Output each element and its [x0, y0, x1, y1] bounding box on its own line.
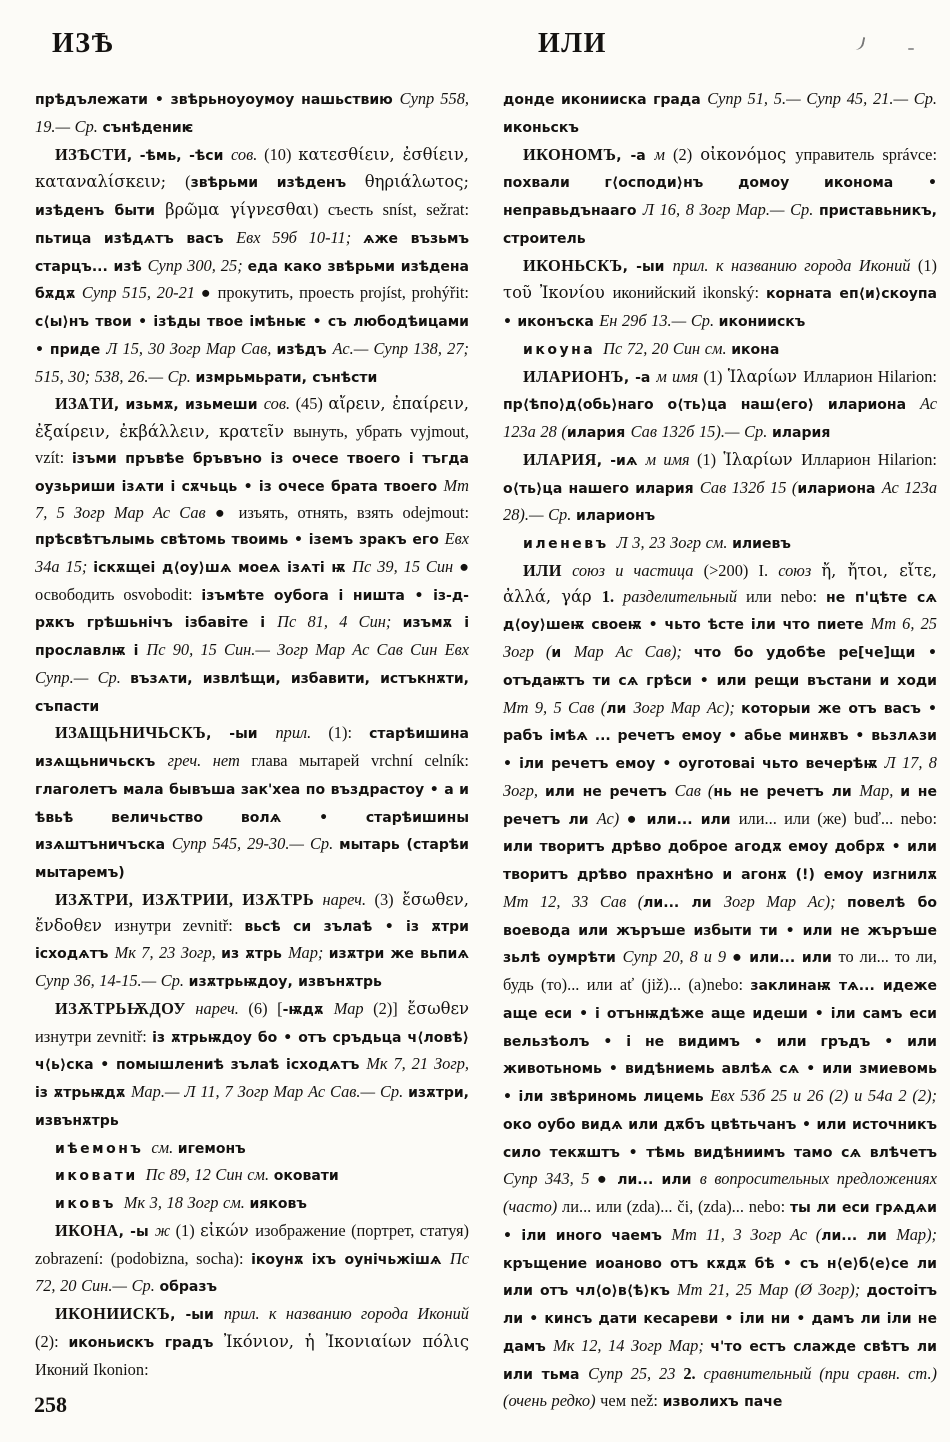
text-segment: (6) [: [238, 998, 283, 1018]
text-segment: кръщение иоаново отъ кѫдѫ бѣ • съ н⟨е⟩б⟨е⟩се ли или отъ чл⟨о⟩в⟨ѣ⟩къ: [503, 1255, 937, 1300]
text-segment: , -а: [616, 147, 655, 164]
text-segment: ізъми пръвѣе бръвъно із очесе твоего і тъгда оузьриши ізѧти і сѫчьць • із очесе брата твоего: [35, 450, 470, 495]
text-segment: ●: [619, 808, 647, 828]
text-segment: союз и частица: [561, 560, 694, 580]
text-segment: которыи же отъ васъ • рабъ імѣѧ ... речетъ емоу • абье минѫвъ • вьзлѧзи • іли речетъ емоу • оуготоваі чьто вечерѣѭ: [503, 700, 937, 772]
text-segment: іскѫщеі д⟨оу⟩шѧ моеѧ ізѧті ѭ: [93, 559, 353, 576]
text-segment: или nebo:: [745, 586, 827, 606]
text-segment: изображение (портрет, статуя) zobrazení: (podobizna, socha):: [35, 1220, 470, 1268]
dictionary-entry: [35, 142, 469, 392]
text-segment: Супр 545, 29-30.— Ср.: [171, 834, 340, 854]
text-segment: ● прокутить, проесть projíst, prohýřit:: [200, 283, 469, 303]
text-segment: Ас.— Супр 138, 27; 515, 30; 538, 26.— Ср.: [35, 338, 469, 386]
running-head-right: ИЛИ: [538, 28, 607, 59]
text-segment: м: [654, 144, 666, 164]
text-segment: нь не речетъ ли: [713, 783, 860, 800]
text-segment: (1): [170, 1220, 201, 1240]
text-segment: изволихъ паче: [662, 1394, 783, 1411]
dictionary-entry: [503, 86, 937, 142]
text-segment: илария: [566, 425, 631, 441]
text-segment: оковати: [273, 1168, 339, 1185]
dictionary-entry: [35, 86, 469, 142]
text-segment: изъмѫ і прославлѭ і: [35, 615, 469, 659]
text-segment: Сав 132б 15).— Ср.: [630, 422, 772, 441]
scan-artifact-mark: [908, 48, 914, 50]
text-segment: θηριάλωτος;: [364, 172, 469, 192]
text-segment: изѣденъ быти: [35, 203, 166, 219]
text-segment: ИКОНИИСКЪ: [55, 1304, 171, 1323]
text-segment: Илларион Hilarion:: [801, 449, 937, 469]
text-segment: , -ы: [118, 1223, 155, 1240]
text-segment: еда како звѣрьми изѣдена бѫдѫ: [35, 258, 469, 303]
text-segment: прѣсвѣтълымь свѣтомь твоимь • іземъ зракъ его: [35, 532, 445, 548]
text-segment: икона: [731, 341, 780, 358]
text-segment: Пс 90, 15 Син.— Зогр Мар Ас Сав Син Евх Супр.— Ср.: [35, 640, 469, 687]
text-segment: Ас 123а 28 (: [503, 394, 937, 441]
dictionary-entry: [503, 142, 937, 253]
text-segment: Илларион Hilarion:: [803, 366, 937, 386]
text-segment: союз: [778, 560, 822, 580]
text-segment: , изьмѫ, изьмеши: [113, 397, 264, 414]
text-segment: Супр 25, 23: [588, 1363, 684, 1383]
text-segment: вьсѣ си зълаѣ • із ѫтри ісходѧтъ: [35, 918, 469, 963]
text-segment: ли... или (zda)... či, (zda)... nebo:: [562, 1197, 790, 1216]
text-segment: сов.: [231, 144, 258, 164]
text-segment: κατεσθίειν, ἐσθίειν, καταναλίσκειν;: [35, 144, 469, 192]
text-segment: м имя: [656, 366, 699, 386]
text-segment: и не речетъ ли: [503, 783, 937, 828]
text-segment: Л 17, 8 Зогр,: [503, 753, 937, 800]
text-segment: то ли... то ли, будь (то)... или ať (již)... (a)nebo:: [503, 947, 937, 994]
text-segment: иконьискъ градъ: [68, 1334, 224, 1351]
text-segment: Мар.— Л 11, 7 Зогр Мар Ас Сав.— Ср.: [131, 1082, 409, 1101]
text-segment: Мар;: [288, 943, 329, 963]
text-segment: донде иконииска града: [503, 92, 708, 108]
text-segment: приставьникъ, строитель: [503, 203, 937, 247]
text-segment: иленевъ: [523, 536, 617, 552]
text-segment: м имя: [645, 449, 690, 469]
text-segment: ● изъять, отнять, взять odejmout:: [214, 503, 469, 523]
text-segment: 1.: [601, 586, 624, 606]
text-segment: 2.: [683, 1363, 704, 1383]
text-segment: Сав 132б 15 (: [699, 477, 798, 497]
text-segment: ●: [726, 947, 750, 967]
text-segment: ἔσωθεν: [407, 998, 469, 1018]
text-segment: илариона: [797, 480, 882, 497]
text-segment: корната еп⟨и⟩скоупа • иконъска: [503, 286, 937, 330]
text-segment: сънѣдениѥ: [102, 119, 194, 136]
text-segment: измрьмьрати, сънѣсти: [195, 369, 378, 386]
text-segment: (3): [366, 889, 403, 909]
text-segment: Мк 7, 23 Зогр,: [114, 943, 222, 963]
text-segment: изнутри zevnitř:: [35, 1026, 153, 1046]
text-segment: Мк 7, 21 Зогр,: [366, 1054, 470, 1074]
text-segment: Ἰκόνιον, ἡ Ἰκονιαίων πόλις: [223, 1331, 469, 1351]
text-segment: -ѭдѫ: [282, 1001, 334, 1018]
text-segment: Сав (: [674, 780, 714, 800]
text-segment: ИКОНОМЪ: [523, 144, 617, 164]
dictionary-entry: [35, 1190, 469, 1218]
text-segment: Ἱλαρίων: [727, 366, 804, 386]
text-segment: или творитъ дрѣво доброе агодѫ емоу добрѫ • или творитъ дрѣво прахнѣно и агонѫ (!) емоу изгнилѫ: [503, 839, 937, 883]
text-segment: ИЗѪТРЬѬДОУ: [55, 998, 186, 1018]
dictionary-entry: [35, 1301, 469, 1382]
text-segment: εἰκών: [200, 1220, 256, 1240]
text-segment: Мт 21, 25 Мар (Ø Зогр);: [677, 1280, 867, 1300]
text-segment: глава мытарей vrchní celník:: [251, 751, 469, 770]
text-segment: (1): [698, 366, 728, 386]
text-segment: Мт 11, 3 Зогр Ас (: [671, 1224, 822, 1244]
text-segment: Ен 29б 13.— Ср.: [599, 311, 719, 330]
text-segment: о⟨ть⟩ца нашего илария: [503, 480, 700, 497]
text-segment: вынуть, убрать vyjmout, vzít:: [35, 422, 469, 467]
text-segment: илария: [771, 425, 831, 441]
text-segment: или не речетъ: [544, 783, 675, 800]
text-segment: Супр 20, 8 и 9: [622, 947, 727, 967]
text-segment: прил. к названию города Иконий: [223, 1304, 469, 1323]
text-segment: Ас): [596, 808, 620, 828]
text-segment: с⟨ы⟩нъ твои • ізѣды твое імѣньѥ • съ любодѣицами • приде: [35, 314, 469, 358]
page-number: 258: [34, 1392, 67, 1417]
text-segment: ИЗѦЩЬНИЧЬСКЪ: [55, 723, 207, 743]
text-segment: ж: [154, 1220, 171, 1240]
text-segment: Иконий Ikonion:: [35, 1359, 149, 1379]
text-segment: ияковъ: [249, 1196, 307, 1212]
text-segment: илиевъ: [732, 536, 791, 552]
text-segment: око оубо видѧ или дѫбъ цвѣтьчанъ • или источникъ сило текѫштъ • тѣмь видѣниимъ тамо сѧ влѣчетъ: [503, 1116, 937, 1161]
text-segment: ѧже възьмъ старцъ... изѣ: [35, 230, 470, 275]
text-segment: или... или: [749, 950, 839, 967]
text-segment: икоуна: [523, 341, 604, 358]
text-segment: , -ыи: [622, 258, 673, 275]
text-segment: , -а: [623, 369, 657, 386]
text-segment: (10): [257, 144, 299, 164]
text-segment: повелѣ бо воевода или жъръше избыти ти • или не жъръше зьлѣ оумрѣти: [503, 894, 937, 967]
text-segment: сравнительный (при сравн. ст.) (очень редко): [503, 1363, 938, 1411]
text-segment: Супр 558, 19.— Ср.: [35, 89, 469, 136]
dictionary-entry: [503, 364, 937, 447]
text-segment: Л 15, 30 Зогр Мар Сав,: [106, 338, 277, 358]
dictionary-entry: [35, 887, 469, 996]
text-segment: Мар);: [896, 1224, 938, 1244]
text-segment: мытарь (старѣи мытаремъ): [35, 837, 469, 881]
text-segment: , -ыи: [206, 726, 276, 743]
text-segment: Пс 72, 20 Син.— Ср.: [35, 1248, 469, 1296]
text-segment: ИКОНА: [55, 1220, 119, 1240]
text-segment: (2)]: [373, 998, 408, 1018]
text-segment: управитель správce:: [795, 144, 937, 164]
text-segment: із ѫтрьѭдѫ: [35, 1085, 132, 1101]
text-segment: (1): [689, 449, 724, 469]
text-segment: ИКОНЬСКЪ: [523, 255, 623, 275]
text-segment: изѣдъ: [276, 341, 333, 358]
column-right: [503, 86, 937, 1416]
dictionary-entry: [35, 391, 469, 720]
text-segment: ) съесть sníst, sežrat:: [312, 200, 470, 219]
text-segment: Супр 343, 5: [503, 1169, 590, 1189]
text-segment: разделительный: [623, 586, 746, 606]
text-segment: (1):: [311, 723, 370, 743]
text-segment: ли: [606, 700, 634, 717]
text-segment: чем než:: [600, 1391, 663, 1411]
text-segment: изѫтри, извънѫтрь: [35, 1085, 470, 1129]
text-segment: достоітъ ли • кинсъ дати кесареви • іли ни • дамъ ли іли не дамъ: [503, 1283, 937, 1355]
text-segment: ікоунѫ іхъ оунічьжішѧ: [251, 1251, 450, 1268]
text-segment: (1): [910, 255, 937, 275]
text-segment: иковъ: [55, 1196, 124, 1212]
text-segment: сов.: [263, 394, 291, 414]
text-segment: из ѫтрь: [221, 946, 289, 963]
text-segment: звѣрьми изѣденъ: [190, 175, 365, 192]
text-segment: греч. нет: [167, 751, 252, 770]
text-segment: иларионъ: [575, 508, 656, 525]
dictionary-entry: [35, 1218, 469, 1301]
dictionary-entry: [35, 1162, 469, 1190]
text-segment: ИЛИ: [523, 560, 562, 580]
dictionary-entry: [503, 558, 937, 1416]
text-segment: прил.: [275, 723, 312, 743]
dictionary-entry: [503, 447, 937, 530]
text-segment: нареч.: [314, 889, 367, 909]
text-segment: Зогр Мар Ас);: [633, 697, 742, 717]
text-segment: ἤ, ἤτοι, εἴτε, ἀλλά, γάρ: [503, 560, 937, 606]
text-segment: и: [551, 645, 574, 661]
running-head-left: ИЗѢ: [52, 28, 115, 59]
text-segment: ИЗѦТИ: [55, 394, 114, 414]
text-segment: βρῶμα γίγνεσθαι: [165, 200, 313, 219]
text-segment: иконийский ikonský:: [612, 283, 766, 303]
text-segment: ἔσωθεν, ἔνδοθεν: [35, 889, 469, 935]
dictionary-entry: [35, 1135, 469, 1163]
text-segment: із ѫтрьѭдоу бо • отъ сръдьца ч⟨ловѣ⟩ч⟨ь⟩ска • помышлениѣ зълаѣ ісходѧтъ: [35, 1029, 469, 1074]
text-segment: ИЗѢСТИ: [55, 144, 127, 164]
text-segment: Мт 7, 5 Зогр Мар Ас Сав: [35, 475, 469, 523]
text-segment: нареч.: [185, 998, 239, 1018]
text-segment: ●: [589, 1169, 618, 1189]
text-segment: ізъмѣте оубога і ништа • із-д-рѫкъ грѣшьнічъ ізбавіте і: [35, 587, 469, 632]
text-segment: αἴρειν, ἐπαίρειν, ἐξαίρειν, ἐκβάλλειν, κρατεῖν: [35, 394, 469, 441]
dictionary-entry: [35, 720, 469, 887]
text-segment: прѣдълежати • звѣрьноуоумоу нашьствию: [35, 92, 400, 108]
text-segment: Ἱλαρίων: [723, 449, 802, 469]
text-segment: , -ѣмь, -ѣси: [126, 147, 232, 164]
text-segment: Мк 12, 14 Зогр Мар;: [553, 1335, 711, 1355]
text-segment: Мар: [333, 998, 374, 1018]
text-segment: прил. к названию города Иконий: [672, 255, 911, 275]
text-segment: Мт 12, 33 Сав (: [503, 891, 644, 911]
text-segment: изѫтри же вьпиѧ: [328, 946, 469, 963]
text-segment: Евх 59б 10-11;: [236, 227, 363, 247]
text-segment: ли... ли: [643, 894, 724, 911]
text-segment: что бо удобѣе ре[че]щи • отъдаѭтъ ти сѧ грѣси • или рещи въстани и ходи: [503, 645, 937, 689]
text-segment: (>200) I.: [693, 560, 779, 580]
text-segment: ч'то естъ слажде свѣтъ ли или тьма: [503, 1338, 937, 1383]
text-segment: изнутри zevnitř:: [114, 915, 245, 935]
text-segment: възѧти, извлѣщи, избавити, истъкнѫти, съпасти: [35, 670, 469, 715]
text-segment: Евх 53б 25 и 26 (2) и 54а 2 (2);: [710, 1086, 937, 1105]
text-segment: ИЛАРИЯ: [523, 449, 597, 469]
column-left: [35, 86, 469, 1382]
text-segment: образъ: [159, 1279, 218, 1296]
text-segment: см.: [151, 1137, 178, 1157]
text-segment: Пс 81, 4 Син;: [277, 612, 403, 632]
dictionary-entry: [503, 336, 937, 364]
text-segment: заклинаѭ тѧ... идеже аще еси • і отънѭдѣже аще идеши • іли самъ еси вельзѣолъ • і не видимъ • или гръдъ • или животьномь • видѣниемь авлѣѧ сѧ • или змиевомь • іли звѣриномь лицемь: [503, 978, 938, 1105]
text-segment: Л 3, 23 Зогр см.: [616, 533, 733, 552]
text-segment: похвали г⟨осподи⟩нъ домоу иконома • неправьдънааго: [503, 175, 937, 219]
text-segment: иѣемонъ: [55, 1140, 152, 1157]
text-segment: или... или (же) buď... nebo:: [738, 808, 938, 828]
text-segment: (: [185, 172, 191, 192]
text-segment: Супр 51, 5.— Супр 45, 21.— Ср.: [707, 89, 937, 108]
text-segment: Мар,: [859, 780, 901, 800]
text-segment: не п'цѣте сѧ д⟨оу⟩шеѭ своеѭ • чьто ѣсте іли что пиете: [503, 589, 937, 634]
text-segment: Пс 89, 12 Син см.: [145, 1165, 274, 1185]
text-segment: Мар Ас Сав);: [573, 642, 694, 661]
text-segment: Зогр Мар Ас);: [723, 891, 848, 911]
dictionary-entry: [503, 530, 937, 558]
text-segment: Евх 34а 15;: [35, 529, 469, 576]
text-segment: ИЛАРИОНЪ: [523, 366, 624, 386]
dictionary-entry: [35, 996, 469, 1135]
text-segment: ли... ли: [821, 1227, 897, 1244]
text-segment: Л 16, 8 Зогр Мар.— Ср.: [642, 200, 819, 219]
text-segment: ли... или: [617, 1172, 700, 1189]
text-segment: игемонъ: [177, 1140, 246, 1157]
text-segment: οἰκονόμος: [700, 144, 796, 164]
text-segment: , -иѧ: [596, 452, 646, 469]
dictionary-entry: [503, 253, 937, 336]
text-segment: Мт 6, 25 Зогр (: [503, 614, 937, 661]
text-segment: старѣишина изѧщьничьскъ: [35, 726, 469, 770]
text-segment: τοῦ Ἰκονίου: [503, 283, 613, 303]
text-segment: Ас 123а 28).— Ср.: [503, 477, 938, 525]
text-segment: Пс 72, 20 Син см.: [603, 338, 732, 358]
text-segment: Пс 39, 15 Син: [352, 556, 460, 576]
text-segment: Мк 3, 18 Зогр см.: [123, 1193, 250, 1212]
text-segment: (2): [665, 144, 701, 164]
text-segment: Супр 515, 20-21: [81, 283, 201, 303]
text-segment: в вопросительных предложениях (часто): [503, 1169, 937, 1216]
text-segment: ИЗѪТРИ, ИЗѪТРИИ, ИЗѪТРЬ: [55, 889, 315, 909]
text-segment: ты ли еси грѧдѧи • іли иного чаемъ: [503, 1200, 937, 1244]
text-segment: пр⟨ѣпо⟩д⟨обь⟩наго о⟨ть⟩ца наш⟨его⟩ илариона: [503, 397, 920, 414]
text-segment: ● освободить osvobodit:: [35, 556, 470, 604]
text-segment: Супр 300, 25;: [147, 255, 248, 275]
text-segment: икониискъ: [718, 314, 806, 330]
text-segment: иконьскъ: [503, 119, 579, 136]
text-segment: пьтица изѣдѧтъ васъ: [35, 230, 237, 247]
text-segment: (2):: [35, 1331, 69, 1351]
scan-artifact-mark: [851, 35, 866, 51]
text-segment: изѫтрьѭдоу, извънѫтрь: [188, 974, 382, 990]
text-segment: иковати: [55, 1168, 146, 1185]
text-segment: , -ыи: [170, 1307, 224, 1323]
text-segment: или... или: [646, 811, 739, 828]
text-segment: глаголетъ мала бывъша зак'хеа по въздрастоу • а и ѣвьѣ величьство волѧ • старѣишины изѧштъничъска: [35, 781, 469, 854]
text-segment: (45): [290, 394, 329, 414]
text-segment: Мт 9, 5 Сав (: [503, 697, 607, 717]
text-segment: Супр 36, 14-15.— Ср.: [35, 971, 189, 990]
